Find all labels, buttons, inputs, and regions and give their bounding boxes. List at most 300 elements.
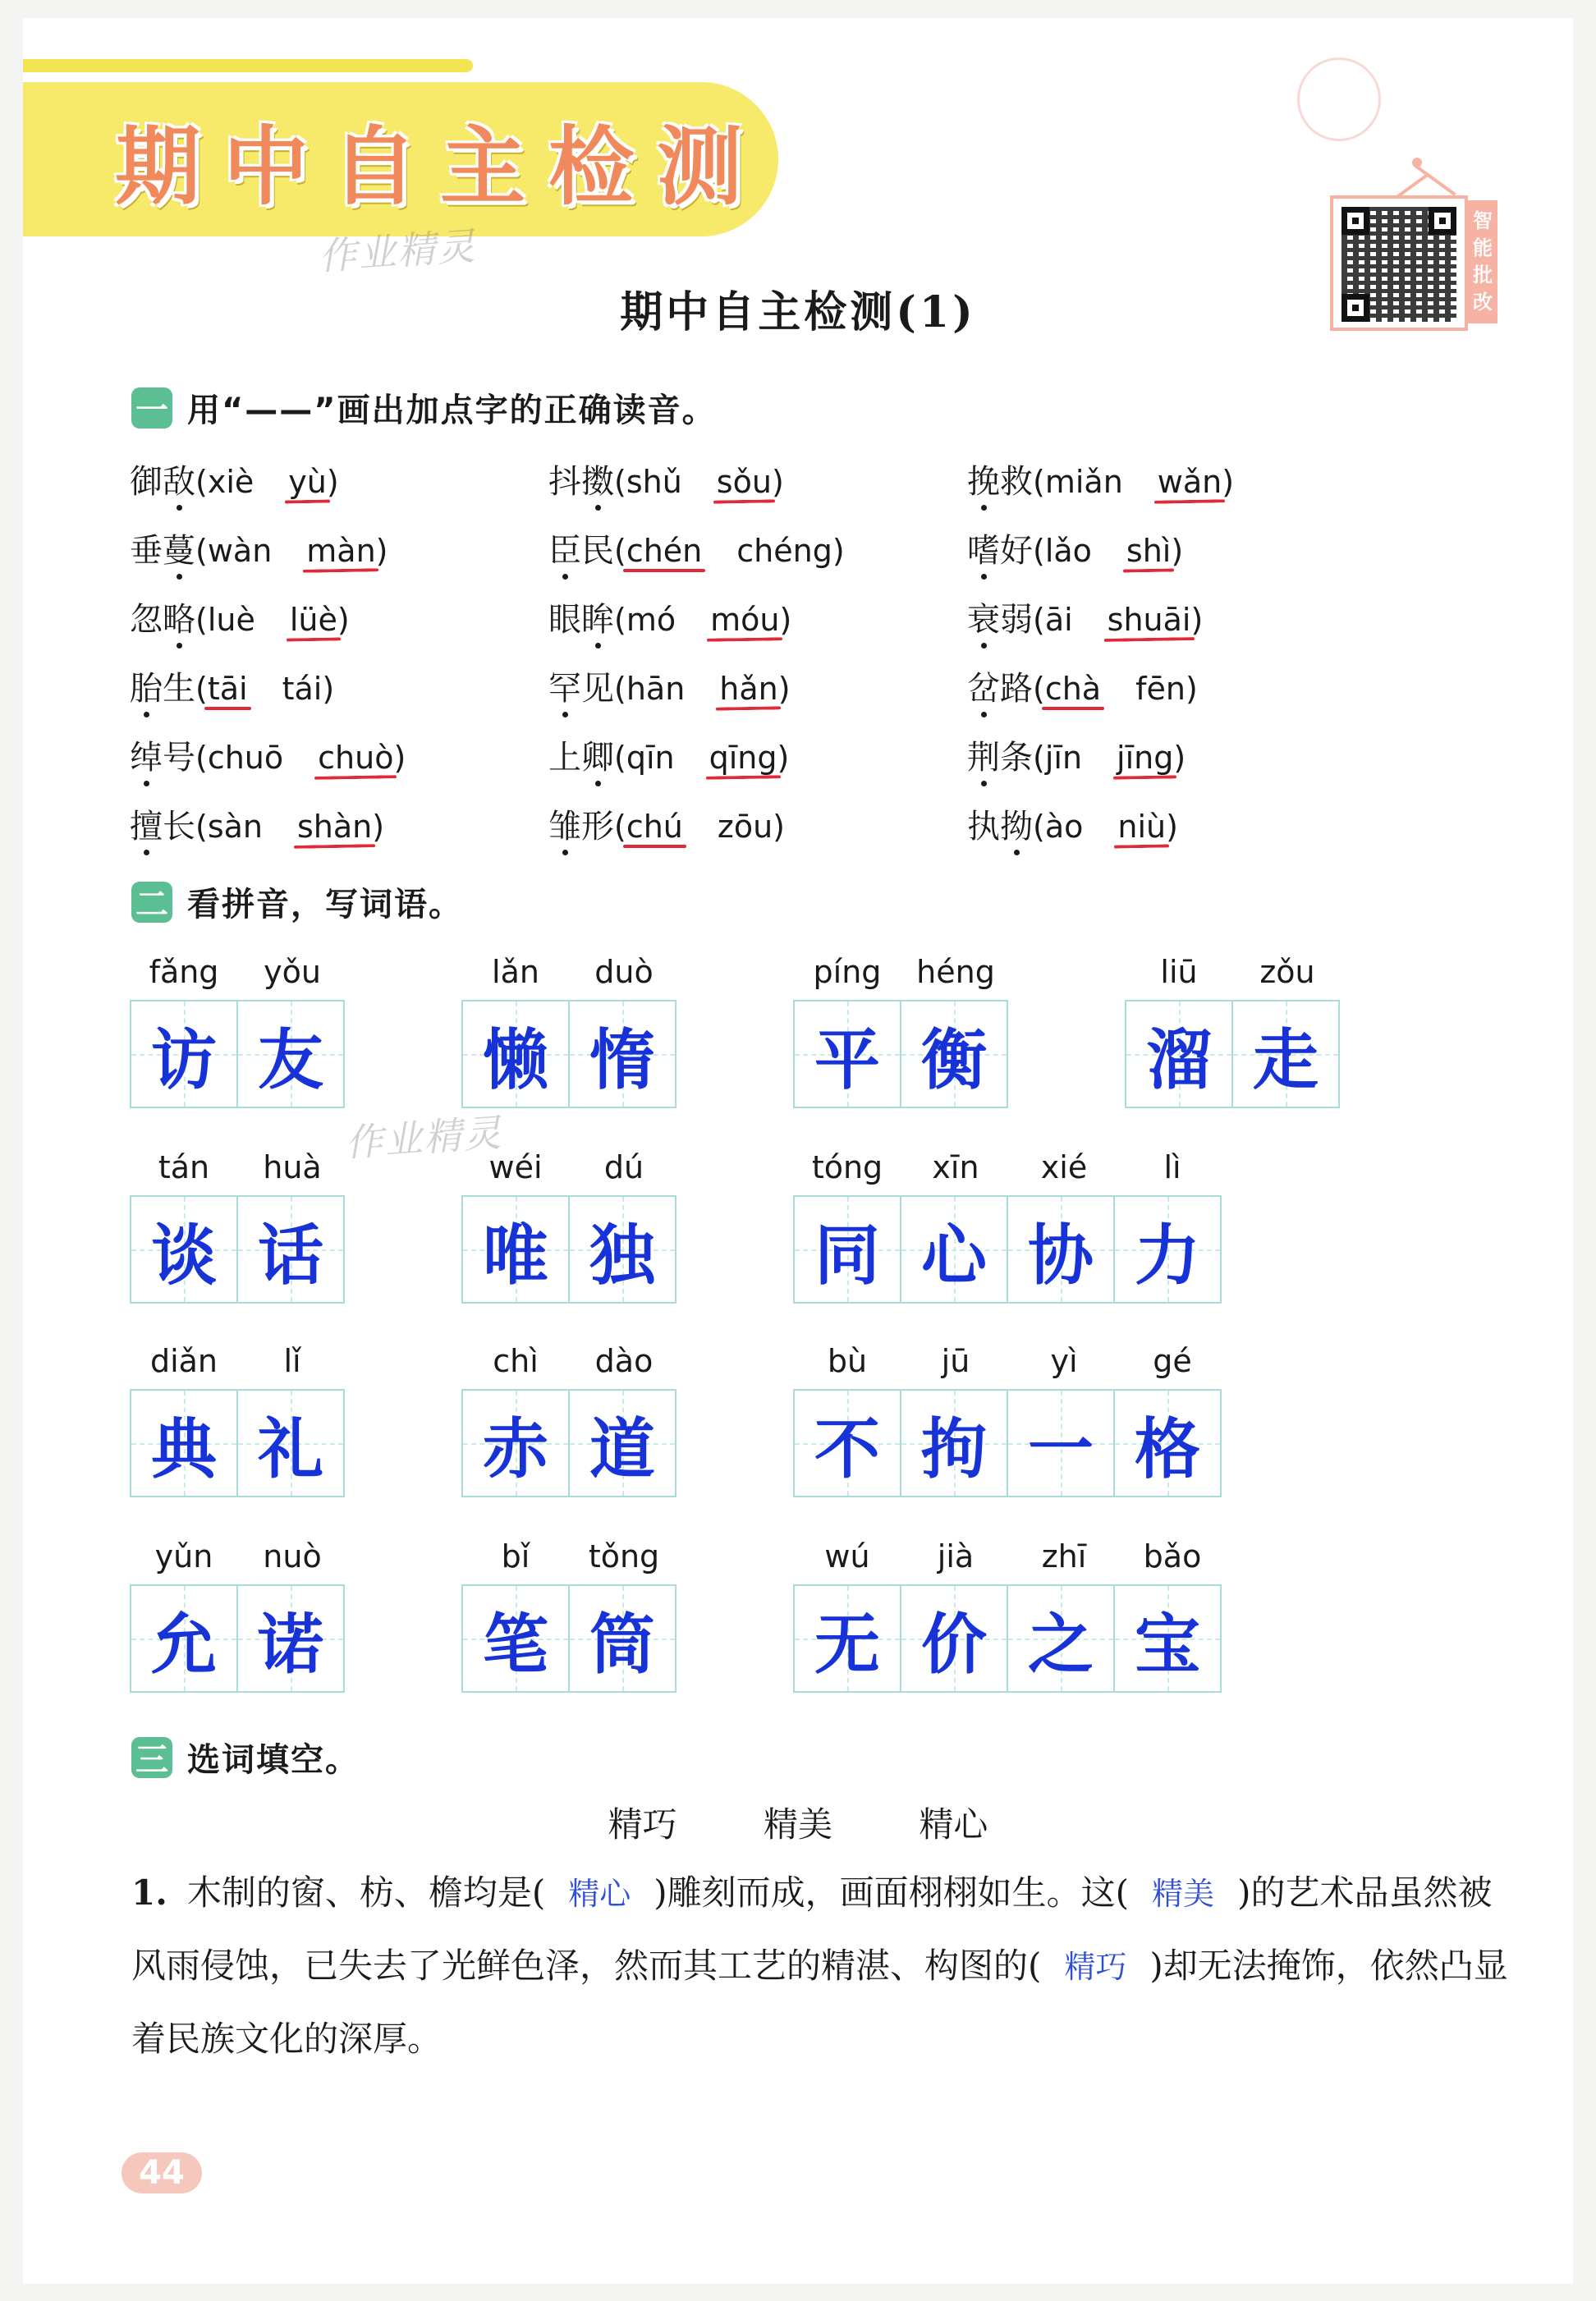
pinyin-option[interactable]: niù (1117, 809, 1166, 845)
pinyin-row (130, 1529, 346, 1574)
pinyin-row (130, 1139, 346, 1185)
handwritten-char: 平 (814, 1020, 880, 1098)
word-choice: 精心 (919, 1804, 988, 1845)
qr-finder (1429, 207, 1456, 235)
question-number: 1. (131, 1872, 167, 1913)
tianzige-box[interactable] (900, 1195, 1008, 1304)
emphasis-dot (595, 643, 601, 649)
paren: ) (777, 671, 791, 707)
handwritten-char: 礼 (258, 1409, 323, 1487)
emphasis-dot (177, 505, 182, 511)
section-1-title: 用“——”画出加点字的正确读音。 (187, 392, 717, 429)
handwritten-char: 惰 (589, 1020, 655, 1098)
paren: ) (1166, 809, 1178, 845)
section-1-badge: 一 (131, 387, 172, 429)
choice-word: 岔路 (967, 662, 1033, 709)
handwritten-char: 允 (151, 1605, 217, 1683)
word-choice: 精巧 (608, 1804, 677, 1845)
paren: ) (372, 809, 385, 845)
section-3-badge: 三 (131, 1737, 172, 1778)
pinyin-label: yì (1050, 1343, 1078, 1379)
answer-underline (623, 845, 686, 848)
paren: ( (1033, 533, 1045, 569)
tianzige-box[interactable] (1113, 1389, 1222, 1497)
pinyin-row (793, 1333, 1227, 1379)
pinyin-label: wéi (488, 1149, 543, 1185)
pinyin-option[interactable]: āi (1044, 602, 1073, 638)
pinyin-choice-item (967, 594, 1203, 640)
paren: ) (771, 464, 784, 500)
tianzige-box[interactable] (1007, 1584, 1115, 1693)
choice-word: 嗜好 (967, 525, 1033, 571)
tianzige-row (793, 1195, 1227, 1304)
paren: ) (1185, 671, 1198, 707)
pinyin-choice-item (967, 731, 1186, 778)
handwritten-char: 衡 (921, 1020, 987, 1098)
word-group (130, 944, 346, 1108)
pinyin-label: chì (493, 1343, 539, 1379)
pinyin-option[interactable]: tāi (208, 671, 248, 707)
tianzige-box[interactable] (1125, 1000, 1233, 1108)
pinyin-label: zhī (1041, 1538, 1087, 1574)
section-3-title: 选词填空。 (187, 1741, 360, 1779)
paren: ( (1033, 602, 1045, 638)
word-group (793, 1139, 1227, 1304)
tianzige-box[interactable] (793, 1389, 901, 1497)
word-group (793, 944, 1010, 1108)
choice-word: 擅长 (130, 800, 195, 847)
tianzige-box[interactable] (236, 1000, 345, 1108)
tianzige-box[interactable] (236, 1195, 345, 1304)
handwritten-char: 价 (921, 1605, 987, 1683)
word-group (130, 1333, 346, 1497)
pinyin-option[interactable]: yù (288, 464, 327, 500)
tianzige-row (130, 1195, 346, 1304)
handwritten-char: 力 (1135, 1216, 1200, 1294)
choice-word: 上卿 (548, 731, 614, 778)
handwritten-char: 溜 (1146, 1020, 1212, 1098)
word-group (461, 1333, 678, 1497)
qr-label-char: 批 (1473, 264, 1493, 286)
pinyin-label: dào (594, 1343, 654, 1379)
emphasis-dot (981, 781, 987, 786)
tianzige-box[interactable] (130, 1195, 238, 1304)
pinyin-option[interactable]: sǒu (717, 464, 772, 500)
pinyin-label: bǎo (1143, 1538, 1202, 1574)
header-stripe (23, 59, 473, 72)
handwritten-char: 筒 (589, 1605, 655, 1683)
choice-word: 忽略 (130, 594, 195, 640)
pinyin-label: xīn (932, 1149, 979, 1185)
pinyin-option[interactable]: qīng (709, 740, 777, 776)
choice-word: 垂蔓 (130, 525, 195, 571)
answer-underline (1042, 707, 1104, 710)
question-text: 木制的窗、枋、檐均是( (186, 1872, 546, 1913)
pinyin-label: píng (813, 954, 882, 990)
answer-underline (623, 569, 705, 572)
emphasis-dot (595, 781, 601, 786)
pinyin-label: héng (916, 954, 995, 990)
answer-blank-2[interactable]: 精美 (1152, 1876, 1215, 1912)
emphasis-dot (562, 712, 568, 717)
handwritten-char: 道 (589, 1409, 655, 1487)
tianzige-row (130, 1584, 346, 1693)
word-group (793, 1333, 1227, 1497)
pinyin-label: lǎn (492, 954, 539, 990)
emphasis-dot (177, 643, 182, 649)
pinyin-label: yǔn (154, 1538, 213, 1574)
choice-word: 罕见 (548, 662, 614, 709)
handwritten-char: 友 (258, 1020, 323, 1098)
pinyin-row (793, 1529, 1227, 1574)
pinyin-label: diǎn (149, 1343, 218, 1379)
pinyin-row (461, 1529, 678, 1574)
paren: ( (195, 464, 208, 500)
tianzige-row (793, 1584, 1227, 1693)
section-1-header (131, 384, 717, 431)
tianzige-box[interactable] (568, 1584, 676, 1693)
handwritten-char: 无 (814, 1605, 880, 1683)
word-group (130, 1139, 346, 1304)
tianzige-row (461, 1584, 678, 1693)
pinyin-choice-item (130, 800, 384, 847)
tianzige-box[interactable] (1113, 1584, 1222, 1693)
handwritten-char: 谈 (151, 1216, 217, 1294)
handwritten-char: 一 (1028, 1409, 1094, 1487)
pinyin-option[interactable]: fēn (1135, 671, 1186, 707)
tianzige-box[interactable] (568, 1000, 676, 1108)
paren: ( (195, 740, 208, 776)
tianzige-box[interactable] (568, 1389, 676, 1497)
paren: ( (614, 533, 626, 569)
pinyin-option[interactable]: shǔ (626, 464, 682, 500)
tianzige-box[interactable] (130, 1584, 238, 1693)
pinyin-label: yǒu (264, 954, 321, 990)
tianzige-box[interactable] (793, 1000, 901, 1108)
handwritten-char: 走 (1253, 1020, 1319, 1098)
pinyin-option[interactable]: jīn (1044, 740, 1083, 776)
pinyin-option[interactable]: miǎn (1044, 464, 1123, 500)
paren: ( (1033, 740, 1045, 776)
emphasis-dot (177, 574, 182, 580)
pinyin-label: nuò (263, 1538, 322, 1574)
pinyin-choice-item (967, 456, 1234, 502)
pinyin-choice-item (548, 525, 845, 571)
handwritten-char: 话 (258, 1216, 323, 1294)
pinyin-option[interactable]: màn (306, 533, 375, 569)
emphasis-dot (981, 574, 987, 580)
pinyin-row (1125, 944, 1341, 990)
qr-finder (1341, 207, 1369, 235)
pinyin-label: wú (824, 1538, 870, 1574)
pinyin-choice-item (548, 594, 791, 640)
pinyin-option[interactable]: chú (626, 809, 683, 845)
pinyin-label: jià (937, 1538, 975, 1574)
choice-word: 眼眸 (548, 594, 614, 640)
pinyin-choice-item (967, 662, 1198, 709)
pinyin-row (461, 944, 678, 990)
tianzige-box[interactable] (568, 1195, 676, 1304)
word-group (130, 1529, 346, 1693)
pinyin-option[interactable]: hǎn (719, 671, 777, 707)
paren: ) (322, 671, 335, 707)
pinyin-row (130, 944, 346, 990)
pinyin-label: lì (1163, 1149, 1181, 1185)
pinyin-label: bù (827, 1343, 868, 1379)
word-group (461, 944, 678, 1108)
pinyin-label: tǒng (588, 1538, 660, 1574)
question-text: )的艺术品虽然被风雨侵蚀，已失去了光鲜色泽，然而其工艺的精湛、构图的( (131, 1872, 1493, 1986)
pinyin-option[interactable]: chà (1045, 671, 1101, 707)
question-1 (131, 1857, 1511, 2075)
section-2-badge: 二 (131, 882, 172, 923)
paren: ( (614, 671, 626, 707)
pinyin-row (793, 1139, 1227, 1185)
choice-word: 御敌 (130, 456, 195, 502)
pinyin-option[interactable]: chéng (736, 533, 832, 569)
pinyin-choice-item (130, 594, 350, 640)
emphasis-dot (144, 781, 149, 786)
section-3-header (131, 1734, 360, 1781)
pinyin-row (793, 944, 1010, 990)
tianzige-box[interactable] (1231, 1000, 1340, 1108)
pinyin-option[interactable]: hān (626, 671, 686, 707)
tianzige-box[interactable] (461, 1195, 570, 1304)
pinyin-option[interactable]: wàn (207, 533, 273, 569)
tianzige-box[interactable] (1007, 1195, 1115, 1304)
pinyin-option[interactable]: luè (207, 602, 255, 638)
tianzige-box[interactable] (461, 1389, 570, 1497)
pinyin-option[interactable]: chén (626, 533, 702, 569)
paren: ) (375, 533, 388, 569)
pinyin-choice-item (548, 800, 785, 847)
pinyin-option[interactable]: lüè (290, 602, 337, 638)
handwritten-char: 宝 (1135, 1605, 1200, 1683)
paren: ( (614, 464, 626, 500)
tianzige-box[interactable] (236, 1584, 345, 1693)
pinyin-choice-item (548, 731, 789, 778)
pinyin-choice-item (967, 800, 1178, 847)
tianzige-box[interactable] (1007, 1389, 1115, 1497)
circle-decoration (1297, 57, 1381, 141)
pinyin-option[interactable]: zōu (717, 809, 773, 845)
pinyin-option[interactable]: shì (1126, 533, 1171, 569)
page-number: 44 (122, 2152, 202, 2193)
qr-label-char: 能 (1473, 236, 1493, 259)
pinyin-label: xié (1040, 1149, 1088, 1185)
handwritten-char: 访 (151, 1020, 217, 1098)
paren: ( (614, 602, 626, 638)
paren: ) (1222, 464, 1235, 500)
watermark: 作业精灵 (317, 223, 478, 279)
pinyin-option[interactable]: sàn (207, 809, 263, 845)
qr-label-char: 智 (1473, 209, 1493, 232)
tianzige-box[interactable] (1113, 1195, 1222, 1304)
tianzige-row (461, 1000, 678, 1108)
pinyin-choice-item (548, 456, 784, 502)
paren: ( (195, 671, 208, 707)
pinyin-option[interactable]: chuò (318, 740, 393, 776)
handwritten-char: 同 (814, 1216, 880, 1294)
paren: ( (1033, 809, 1045, 845)
pinyin-label: gé (1153, 1343, 1192, 1379)
emphasis-dot (981, 712, 987, 717)
pinyin-label: huà (263, 1149, 322, 1185)
choice-word: 荆条 (967, 731, 1033, 778)
emphasis-dot (144, 850, 149, 855)
choice-word: 抖擞 (548, 456, 614, 502)
paren: ) (337, 602, 350, 638)
tianzige-row (793, 1389, 1227, 1497)
tianzige-box[interactable] (461, 1584, 570, 1693)
page-title: 期中自主检测(1) (620, 287, 976, 337)
pinyin-option[interactable]: wǎn (1158, 464, 1222, 500)
handwritten-char: 格 (1135, 1409, 1200, 1487)
pinyin-option[interactable]: xiè (207, 464, 255, 500)
pinyin-label: jū (941, 1343, 970, 1379)
pinyin-row (130, 1333, 346, 1379)
pinyin-option[interactable]: chuō (207, 740, 284, 776)
paren: ) (393, 740, 406, 776)
paren: ) (1190, 602, 1204, 638)
word-group (461, 1139, 678, 1304)
pinyin-label: tóng (811, 1149, 883, 1185)
pinyin-option[interactable]: móu (710, 602, 779, 638)
pinyin-label: bǐ (501, 1538, 530, 1574)
handwritten-char: 独 (589, 1216, 655, 1294)
pinyin-option[interactable]: shuāi (1108, 602, 1191, 638)
choice-word: 绰号 (130, 731, 195, 778)
handwritten-char: 协 (1028, 1216, 1094, 1294)
choice-word: 执拗 (967, 800, 1033, 847)
tianzige-row (130, 1000, 346, 1108)
tianzige-row (461, 1389, 678, 1497)
paren: ( (614, 740, 626, 776)
word-choice: 精美 (763, 1804, 832, 1845)
choice-word: 胎生 (130, 662, 195, 709)
qr-label-char: 改 (1473, 291, 1493, 314)
tianzige-row (461, 1195, 678, 1304)
tianzige-box[interactable] (130, 1000, 238, 1108)
section-2-title: 看拼音，写词语。 (187, 886, 463, 924)
question-text: )却无法掩饰，依然凸显着民族文化的深厚。 (131, 1946, 1508, 2059)
section-2-header (131, 878, 463, 925)
paren: ( (195, 533, 208, 569)
paren: ( (195, 602, 208, 638)
tianzige-box[interactable] (793, 1584, 901, 1693)
paren: ( (614, 809, 626, 845)
emphasis-dot (981, 505, 987, 511)
answer-blank-1[interactable]: 精心 (568, 1876, 631, 1912)
tianzige-box[interactable] (130, 1389, 238, 1497)
pinyin-choice-item (130, 662, 334, 709)
emphasis-dot (1014, 850, 1020, 855)
pinyin-option[interactable]: lǎo (1044, 533, 1092, 569)
choice-word: 挽救 (967, 456, 1033, 502)
paren: ) (832, 533, 845, 569)
tianzige-row (1125, 1000, 1341, 1108)
handwritten-char: 心 (921, 1216, 987, 1294)
tianzige-box[interactable] (793, 1195, 901, 1304)
paren: ( (1033, 671, 1045, 707)
handwritten-char: 之 (1028, 1605, 1094, 1683)
paren: ( (195, 809, 208, 845)
handwritten-char: 不 (814, 1409, 880, 1487)
handwritten-char: 赤 (483, 1409, 548, 1487)
emphasis-dot (595, 505, 601, 511)
handwritten-char: 典 (151, 1409, 217, 1487)
question-text: )雕刻而成，画面栩栩如生。这( (654, 1872, 1130, 1913)
pinyin-option[interactable]: shàn (297, 809, 372, 845)
pinyin-option[interactable]: mó (626, 602, 676, 638)
tianzige-box[interactable] (461, 1000, 570, 1108)
pinyin-row (461, 1139, 678, 1185)
emphasis-dot (144, 712, 149, 717)
header-banner (23, 82, 778, 236)
paren: ) (779, 602, 792, 638)
word-choices (0, 1798, 1596, 1847)
banner-title: 期中自主检测 (115, 117, 766, 217)
pinyin-label: fǎng (149, 954, 219, 990)
pinyin-choice-item (130, 525, 388, 571)
pinyin-label: liū (1160, 954, 1198, 990)
pinyin-option[interactable]: ào (1044, 809, 1084, 845)
handwritten-char: 唯 (483, 1216, 548, 1294)
handwritten-char: 懒 (483, 1020, 548, 1098)
pinyin-option[interactable]: tái (282, 671, 323, 707)
tianzige-box[interactable] (236, 1389, 345, 1497)
handwritten-char: 诺 (258, 1605, 323, 1683)
pinyin-option[interactable]: jīng (1117, 740, 1173, 776)
emphasis-dot (562, 574, 568, 580)
paren: ) (1173, 740, 1186, 776)
word-group (461, 1529, 678, 1693)
pinyin-label: dú (603, 1149, 644, 1185)
word-group (793, 1529, 1227, 1693)
pinyin-choice-item (130, 456, 339, 502)
choice-word: 臣民 (548, 525, 614, 571)
tianzige-row (130, 1389, 346, 1497)
pinyin-label: tán (158, 1149, 210, 1185)
tianzige-box[interactable] (900, 1389, 1008, 1497)
paren: ) (777, 740, 790, 776)
pinyin-option[interactable]: qīn (626, 740, 675, 776)
pinyin-label: duò (594, 954, 654, 990)
tianzige-box[interactable] (900, 1000, 1008, 1108)
tianzige-box[interactable] (900, 1584, 1008, 1693)
watermark: 作业精灵 (343, 1110, 504, 1166)
answer-underline (204, 707, 251, 710)
pinyin-label: lǐ (283, 1343, 301, 1379)
choice-word: 雏形 (548, 800, 614, 847)
emphasis-dot (562, 850, 568, 855)
paren: ) (1171, 533, 1184, 569)
paren: ) (326, 464, 339, 500)
pinyin-choice-item (548, 662, 791, 709)
choice-word: 衰弱 (967, 594, 1033, 640)
pinyin-choice-item (130, 731, 406, 778)
paren: ) (773, 809, 785, 845)
answer-blank-3[interactable]: 精巧 (1064, 1949, 1127, 1985)
pinyin-row (461, 1333, 678, 1379)
word-group (1125, 944, 1341, 1108)
emphasis-dot (981, 643, 987, 649)
pinyin-choice-item (967, 525, 1183, 571)
handwritten-char: 笔 (483, 1605, 548, 1683)
pinyin-label: zǒu (1259, 954, 1315, 990)
tianzige-row (793, 1000, 1010, 1108)
handwritten-char: 拘 (921, 1409, 987, 1487)
